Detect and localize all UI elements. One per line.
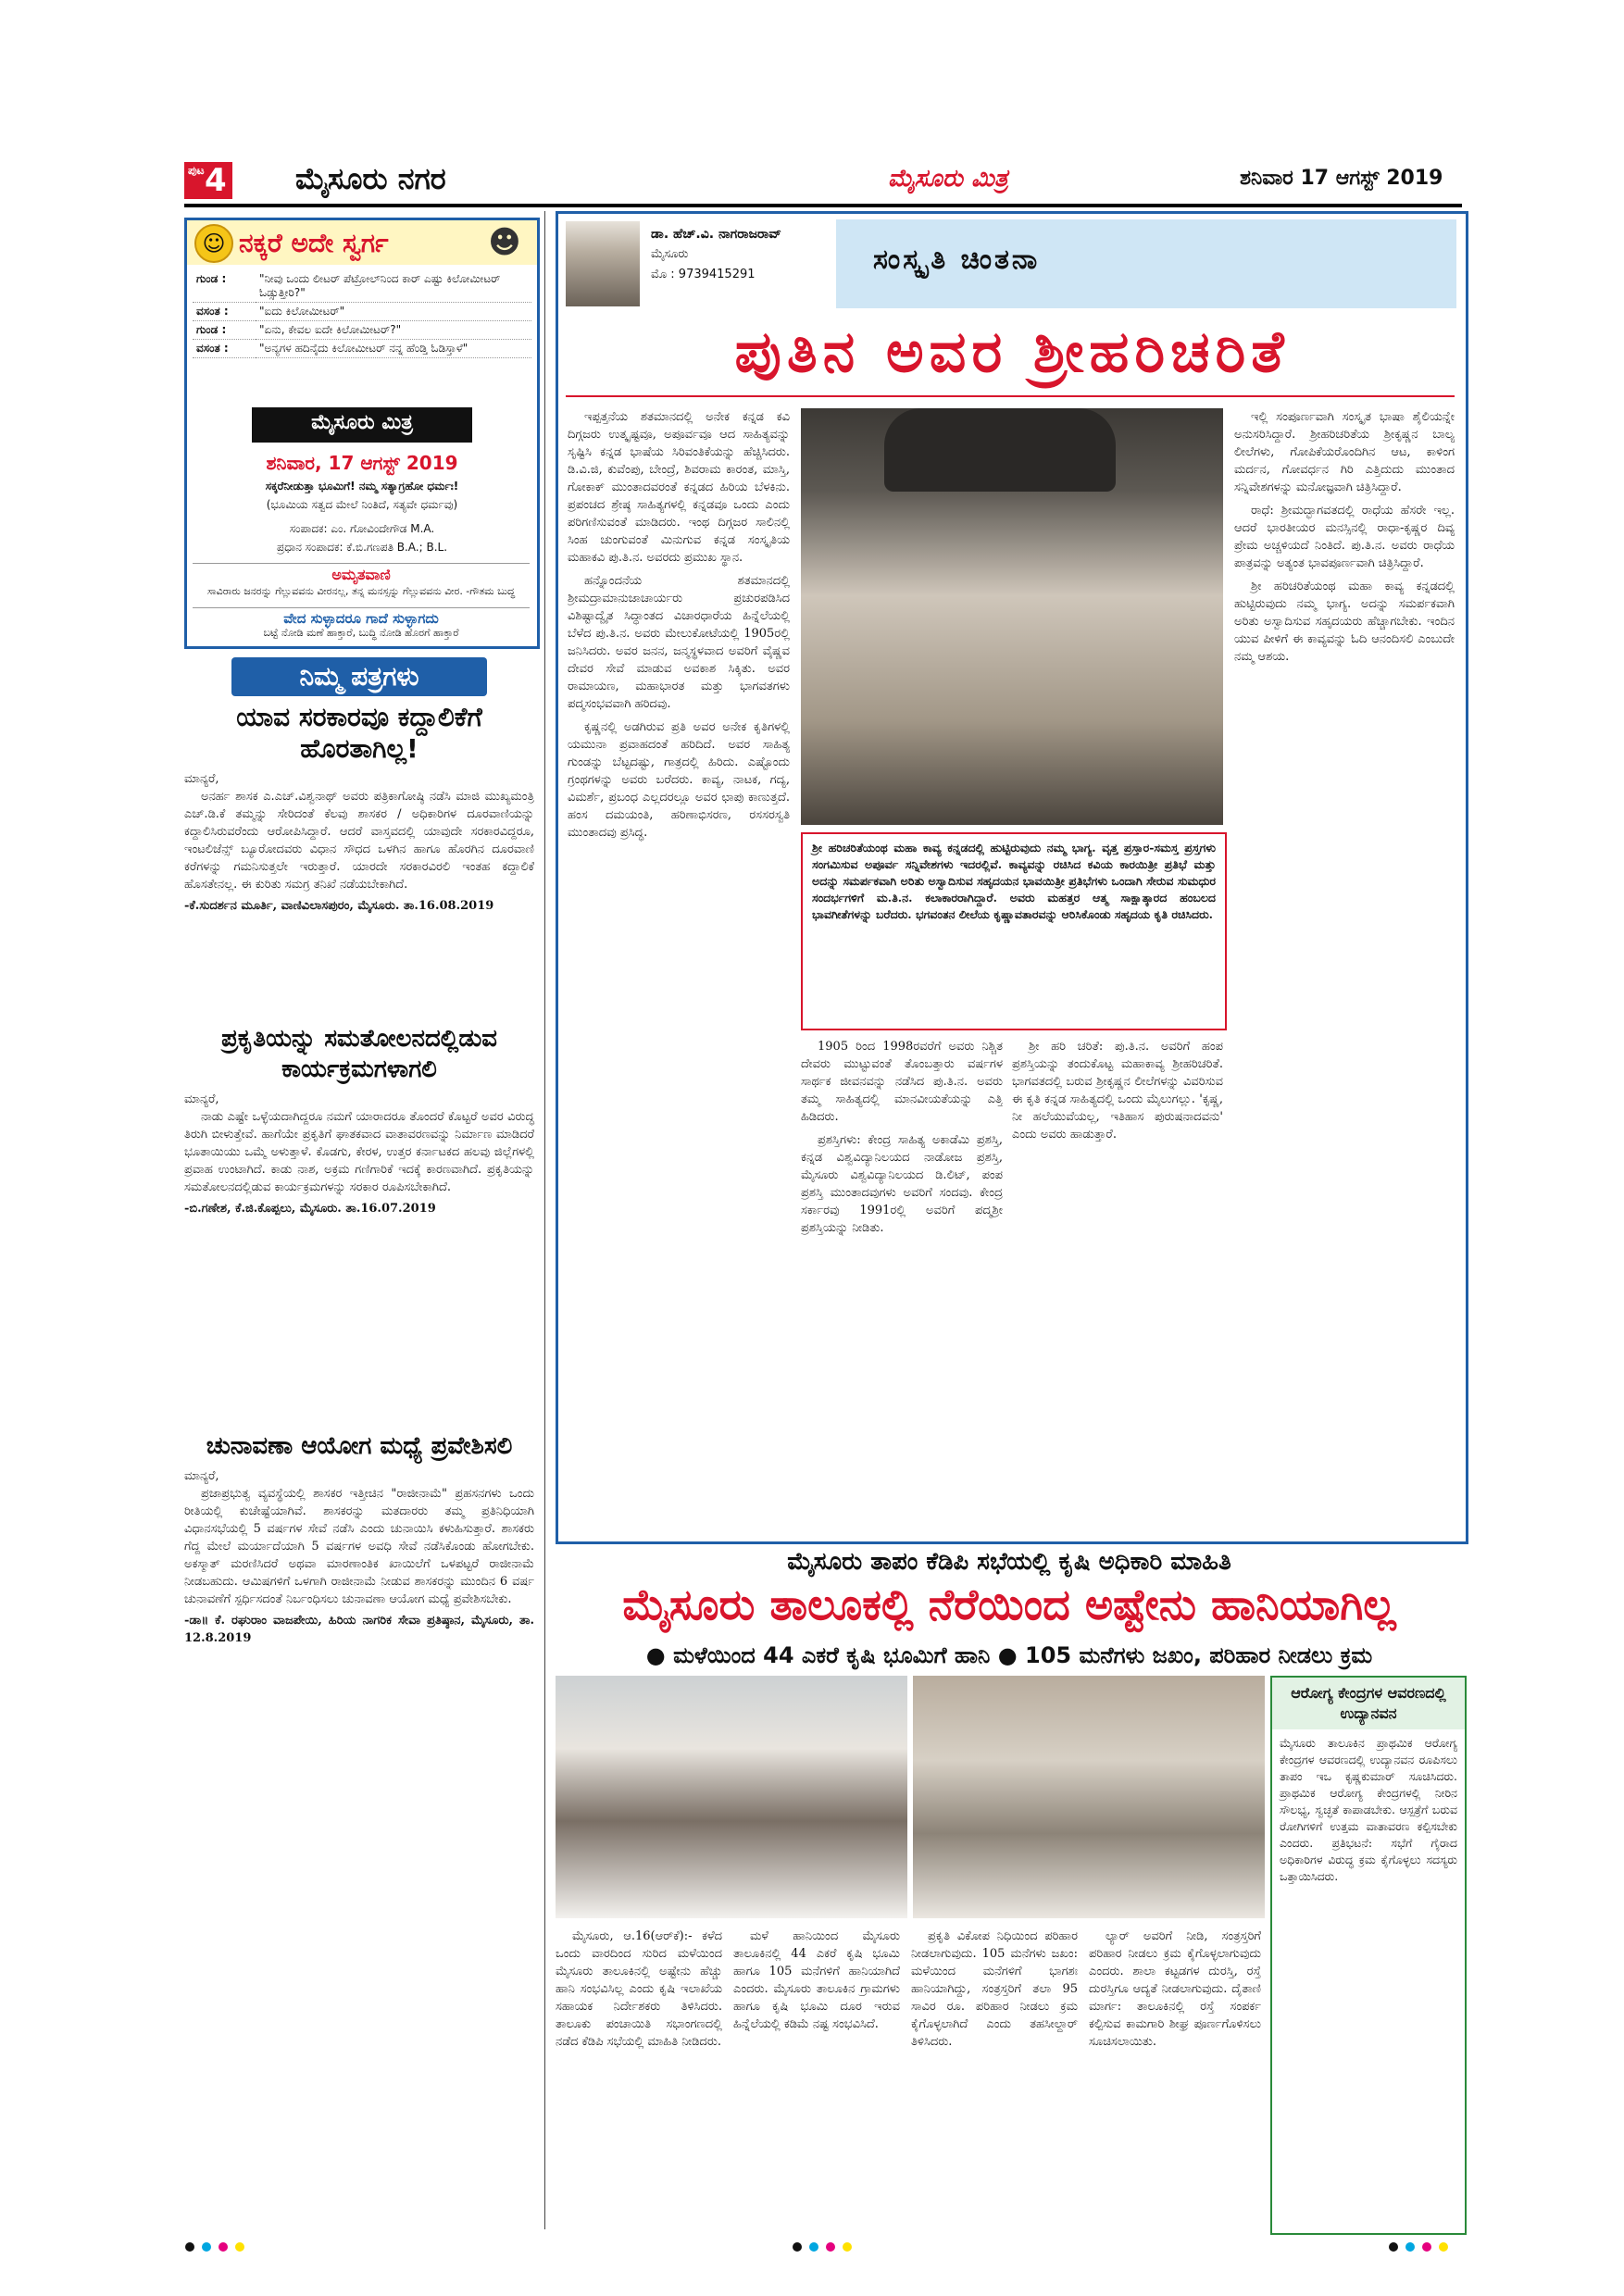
column-title: ಸಂಸ್ಕೃತಿ ಚಿಂತನಾ [873, 243, 1041, 276]
joke-box [184, 218, 540, 649]
feature-paragraph: ರಾಧೆ: ಶ್ರೀಮದ್ಭಾಗವತದಲ್ಲಿ ರಾಧೆಯ ಹೆಸರೇ ಇಲ್ಲ. ಆದರೆ ಭಾರತೀಯರ ಮನಸ್ಸಿನಲ್ಲಿ ರಾಧಾ-ಕೃಷ್ಣರ ದಿವ್ಯ ಪ್ರೇಮ ಅಚ್ಚಳಿಯದೆ ನಿಂತಿದೆ. ಪು.ತಿ.ನ. ಅವರು ರಾಧೆಯ ಪಾತ್ರವನ್ನು ಅತ್ಯಂತ ಭಾವಪೂರ್ಣವಾಗಿ ಚಿತ್ರಿಸಿದ್ದಾರೆ. [1234, 504, 1455, 570]
author-city: ಮೈಸೂರು [651, 247, 689, 261]
letter-body: ಅನರ್ಹ ಶಾಸಕ ಎ.ಎಚ್.ವಿಶ್ವನಾಥ್ ಅವರು ಪತ್ರಿಕಾಗೋಷ್ಠಿ ನಡೆಸಿ ಮಾಜಿ ಮುಖ್ಯಮಂತ್ರಿ ಎಚ್.ಡಿ.ಕೆ ತಮ್ಮನ್ನು ಸೇರಿದಂತೆ ಕೆಲವು ಶಾಸಕರ / ಅಧಿಕಾರಿಗಳ ದೂರವಾಣಿಯನ್ನು ಕದ್ದಾಲಿಸಿರುವರೆಂದು ಆರೋಪಿಸಿದ್ದಾರೆ. ಆದರೆ ವಾಸ್ತವದಲ್ಲಿ ಯಾವುದೇ ಸರಕಾರವಿದ್ದರೂ, ಇಂಟಲಿಜೆನ್ಸ್ ಬ್ಯೂರೋದವರು ವಿಧಾನ ಸೌಧದ ಒಳಗಿನ ಹಾಗೂ ಹೊರಗಿನ ದೂರವಾಣಿ ಕರೆಗಳನ್ನು ಗಮನಿಸುತ್ತಲೇ ಇರುತ್ತಾರೆ. ಯಾರದೇ ಸರಕಾರವಿರಲಿ ಇಂತಹ ಕದ್ದಾಲಿಕೆ ಹೊಸತೇನಲ್ಲ. ಈ ಕುರಿತು ಸಮಗ್ರ ತನಿಖೆ ನಡೆಯಬೇಕಾಗಿದೆ. [184, 790, 534, 892]
author-photo [566, 221, 640, 306]
joke-dialogue [193, 270, 531, 358]
story-paragraph: ಮೈಸೂರು, ಆ.16(ಆರ್‌ಕೆ):- ಕಳೆದ ಒಂದು ವಾರದಿಂದ ಸುರಿದ ಮಳೆಯಿಂದ ಮೈಸೂರು ತಾಲೂಕಿನಲ್ಲಿ ಅಷ್ಟೇನು ಹೆಚ್ಚು ಹಾನಿ ಸಂಭವಿಸಿಲ್ಲ ಎಂದು ಕೃಷಿ ಇಲಾಖೆಯ ಸಹಾಯಕ ನಿರ್ದೇಶಕರು ತಿಳಿಸಿದರು. ತಾಲೂಕು ಪಂಚಾಯಿತಿ ಸಭಾಂಗಣದಲ್ಲಿ ನಡೆದ ಕೆಡಿಪಿ ಸಭೆಯಲ್ಲಿ ಮಾಹಿತಿ ನೀಡಿದರು. [556, 1929, 722, 2049]
cartoon-icon: ☻ [488, 224, 521, 261]
story-col-1 [556, 1928, 722, 2224]
letter-headline: ಯಾವ ಸರಕಾರವೂ ಕದ್ದಾಲಿಕೆಗೆ ಹೊರತಾಗಿಲ್ಲ! [236, 702, 482, 764]
motto-line: ಸಕ್ಕರೆನೀಡುತ್ತಾ ಭೂಮಿಗೆ! ನಮ್ಮ ಸತ್ಯಾಗ್ರಹೋ ಧರ್ಮಃ! [265, 480, 459, 493]
feature-paragraph: ಇಪ್ಪತ್ತನೆಯ ಶತಮಾನದಲ್ಲಿ ಅನೇಕ ಕನ್ನಡ ಕವಿ ದಿಗ್ಗಜರು ಉತ್ಕೃಷ್ಟವೂ, ಅಪೂರ್ವವೂ ಆದ ಸಾಹಿತ್ಯವನ್ನು ಸೃಷ್ಟಿಸಿ ಕನ್ನಡ ಭಾಷೆಯ ಸಿರಿವಂತಿಕೆಯನ್ನು ಹೆಚ್ಚಿಸಿದರು. ಡಿ.ವಿ.ಜಿ, ಕುವೆಂಪು, ಬೇಂದ್ರೆ, ಶಿವರಾಮ ಕಾರಂತ, ಮಾಸ್ತಿ, ಗೋಕಾಕ್ ಮುಂತಾದವರಂತೆ ಕನ್ನಡದ ಹಿರಿಯ ಬೆಳಕಿನು. ಪ್ರಪಂಚದ ಶ್ರೇಷ್ಠ ಸಾಹಿತ್ಯಗಳಲ್ಲಿ ಕನ್ನಡವೂ ಒಂದು ಎಂದು ಪರಿಗಣಿಸುವಂತೆ ಮಾಡಿದರು. ಇಂಥ ದಿಗ್ಗಜರ ಸಾಲಿನಲ್ಲಿ ಸಿಂಹ ಚುಂಗುವಂತೆ ಮಿನುಗುವ ಕನ್ನಡ ಸಂಸ್ಕೃತಿಯ ಮಹಾಕವಿ ಪು.ತಿ.ನ. ಅವರದು ಪ್ರಮುಖ ಸ್ಥಾನ. [568, 410, 790, 565]
feature-paragraph: ಶ್ರೀ ಹರಿಚರಿತೆಯಂಥ ಮಹಾ ಕಾವ್ಯ ಕನ್ನಡದಲ್ಲಿ ಹುಟ್ಟಿರುವುದು ನಮ್ಮ ಭಾಗ್ಯ. ಅದನ್ನು ಸಮರ್ಪಕವಾಗಿ ಅರಿತು ಅಸ್ವಾದಿಸುವ ಸಹೃದಯರು ಹೆಚ್ಚಾಗಬೇಕು. ಇಂದಿನ ಯುವ ಪೀಳಿಗೆ ಈ ಕಾವ್ಯವನ್ನು ಓದಿ ಆನಂದಿಸಲಿ ಎಂಬುದೇ ನಮ್ಮ ಆಶಯ. [1234, 580, 1455, 664]
column-title-box [836, 219, 1456, 308]
letters-banner-title: ನಿಮ್ಮ ಪತ್ರಗಳು [299, 661, 419, 692]
veda-text: ಬಟ್ಟೆ ನೋಡಿ ಮಣೆ ಹಾಕ್ತಾರೆ, ಬುದ್ಧಿ ನೋಡಿ ಹೊರಗೆ ಹಾಕ್ತಾರೆ [263, 627, 459, 639]
section-title: ಮೈಸೂರು ನಗರ [295, 161, 446, 196]
author-name: ಡಾ. ಹೆಚ್.ವಿ. ನಾಗರಾಜರಾವ್ [651, 227, 781, 242]
feature-paragraph: 1905 ರಿಂದ 1998ರವರೆಗೆ ಅವರು ನಿಶ್ಚಿತ ದೇವರು ಮುಟ್ಟುವಂತೆ ತೊಂಬತ್ತಾರು ವರ್ಷಗಳ ಸಾರ್ಥಕ ಜೀವನವನ್ನು ನಡೆಸಿದ ಪು.ತಿ.ನ. ಅವರು ತಮ್ಮ ಸಾಹಿತ್ಯದಲ್ಲಿ ಮಾನವೀಯತೆಯನ್ನು ಎತ್ತಿ ಹಿಡಿದರು. [801, 1040, 1003, 1124]
laugh-emoji-icon: ☺ [194, 224, 233, 263]
portrait-cap [884, 408, 1116, 492]
registration-dot [219, 2242, 228, 2252]
letter-3 [184, 1431, 534, 2227]
letter-salutation: ಮಾನ್ಯರೆ, [184, 1092, 219, 1106]
motto-subline: (ಭೂಮಿಯ ಸತ್ವದ ಮೇಲೆ ನಿಂತಿದೆ, ಸತ್ಯವೇ ಧರ್ಮವು) [266, 498, 458, 511]
feature-paragraph: ಪ್ರಶಸ್ತಿಗಳು: ಕೇಂದ್ರ ಸಾಹಿತ್ಯ ಅಕಾಡೆಮಿ ಪ್ರಶಸ್ತಿ, ಕನ್ನಡ ವಿಶ್ವವಿದ್ಯಾನಿಲಯದ ನಾಡೋಜ ಪ್ರಶಸ್ತಿ, ಮೈಸೂರು ವಿಶ್ವವಿದ್ಯಾನಿಲಯದ ಡಿ.ಲಿಟ್, ಪಂಪ ಪ್ರಶಸ್ತಿ ಮುಂತಾದವುಗಳು ಅವರಿಗೆ ಸಂದವು. ಕೇಂದ್ರ ಸರ್ಕಾರವು 1991ರಲ್ಲಿ ಅವರಿಗೆ ಪದ್ಮಶ್ರೀ ಪ್ರಶಸ್ತಿಯನ್ನು ನೀಡಿತು. [801, 1133, 1003, 1235]
story-paragraph: ಲ್ಯಾರ್ ಅವರಿಗೆ ನೀಡಿ, ಸಂತ್ರಸ್ತರಿಗೆ ಪರಿಹಾರ ನೀಡಲು ಕ್ರಮ ಕೈಗೊಳ್ಳಲಾಗುವುದು ಎಂದರು. ಶಾಲಾ ಕಟ್ಟಡಗಳ ದುರಸ್ತಿ, ರಸ್ತೆ ದುರಸ್ತಿಗೂ ಆದ್ಯತೆ ನೀಡಲಾಗುವುದು. ದೈತಾಣಿ ಮಾರ್ಗ: ತಾಲೂಕಿನಲ್ಲಿ ರಸ್ತೆ ಸಂಪರ್ಕ ಕಲ್ಪಿಸುವ ಕಾಮಗಾರಿ ಶೀಘ್ರ ಪೂರ್ಣಗೊಳಿಸಲು ಸೂಚಿಸಲಾಯಿತು. [1089, 1929, 1261, 2049]
paper-logo: ಮೈಸೂರು ಮಿತ್ರ [311, 411, 413, 434]
feature-col-3 [1012, 1038, 1223, 1529]
side-box-text: ಮೈಸೂರು ತಾಲೂಕಿನ ಪ್ರಾಥಮಿಕ ಆರೋಗ್ಯ ಕೇಂದ್ರಗಳ ಆವರಣದಲ್ಲಿ ಉದ್ಯಾನವನ ರೂಪಿಸಲು ತಾಪಂ ಇಒ ಕೃಷ್ಣಕುಮಾರ್ ಸೂಚಿಸಿದರು. ಪ್ರಾಥಮಿಕ ಆರೋಗ್ಯ ಕೇಂದ್ರಗಳಲ್ಲಿ ನೀರಿನ ಸೌಲಭ್ಯ, ಸ್ವಚ್ಛತೆ ಕಾಪಾಡಬೇಕು. ಆಸ್ಪತ್ರೆಗೆ ಬರುವ ರೋಗಿಗಳಿಗೆ ಉತ್ತಮ ವಾತಾವರಣ ಕಲ್ಪಿಸಬೇಕು ಎಂದರು. ಪ್ರತಿಭಟನೆ: ಸಭೆಗೆ ಗೈರಾದ ಅಧಿಕಾರಿಗಳ ವಿರುದ್ಧ ಕ್ರಮ ಕೈಗೊಳ್ಳಲು ಸದಸ್ಯರು ಒತ್ತಾಯಿಸಿದರು. [1280, 1736, 1457, 1883]
registration-dot [826, 2242, 835, 2252]
registration-dot [1389, 2242, 1398, 2252]
feature-col-4 [1234, 408, 1455, 1529]
date-line: ಶನಿವಾರ, 17 ಆಗಸ್ಟ್ 2019 [266, 452, 458, 474]
meeting-photo-1 [556, 1676, 907, 1918]
joke-row [193, 321, 531, 340]
page-label-box [184, 162, 232, 199]
registration-dot [1405, 2242, 1415, 2252]
joke-line: "ಏನು, ಕೇವಲ ಐದೇ ಕಿಲೋಮೀಟರ್?" [256, 321, 531, 340]
registration-dot [809, 2242, 818, 2252]
feature-headline: ಪುತಿನ ಅವರ ಶ್ರೀಹರಿಚರಿತೆ [734, 318, 1290, 385]
amrutavani-text: ಸಾವಿರಾರು ಜನರನ್ನು ಗೆಲ್ಲುವವನು ವೀರನಲ್ಲ, ತನ್ನ ಮನಸ್ಸನ್ನು ಗೆಲ್ಲುವವನು ವೀರ. -ಗೌತಮ ಬುದ್ಧ [206, 585, 516, 597]
culture-feature [556, 211, 1468, 1544]
letter-body: ನಾಡು ಎಷ್ಟೇ ಒಳ್ಳೆಯದಾಗಿದ್ದರೂ ನಮಗೆ ಯಾರಾದರೂ ತೊಂದರೆ ಕೊಟ್ಟರೆ ಅವರ ವಿರುದ್ಧ ತಿರುಗಿ ಬೀಳುತ್ತೇವೆ. ಹಾಗೆಯೇ ಪ್ರಕೃತಿಗೆ ಘಾತಕವಾದ ವಾತಾವರಣವನ್ನು ನಿರ್ಮಾಣ ಮಾಡಿದರೆ ಭೂತಾಯಿಯು ಒಮ್ಮೆ ಅಳುತ್ತಾಳೆ. ಕೊಡಗು, ಕೇರಳ, ಉತ್ತರ ಕರ್ನಾಟಕದ ಹಲವು ಜಿಲ್ಲೆಗಳಲ್ಲಿ ಪ್ರವಾಹ ಉಂಟಾಗಿದೆ. ಕಾಡು ನಾಶ, ಅಕ್ರಮ ಗಣಿಗಾರಿಕೆ ಇದಕ್ಕೆ ಕಾರಣವಾಗಿದೆ. ಪ್ರಕೃತಿಯನ್ನು ಸಮತೋಲನದಲ್ಲಿಡುವ ಕಾರ್ಯಕ್ರಮಗಳನ್ನು ಸರಕಾರ ರೂಪಿಸಬೇಕಾಗಿದೆ. [184, 1110, 534, 1194]
letter-headline: ಚುನಾವಣಾ ಆಯೋಗ ಮಧ್ಯೆ ಪ್ರವೇಶಿಸಲಿ [206, 1432, 513, 1460]
joke-speaker: ಗುಂಡ : [193, 321, 256, 340]
story-col-2 [733, 1928, 900, 2224]
page-date: ಶನಿವಾರ 17 ಆಗಸ್ಟ್ 2019 [1240, 167, 1443, 190]
veda-title: ವೇದ ಸುಳ್ಳಾದರೂ ಗಾದೆ ಸುಳ್ಳಾಗದು [283, 610, 439, 627]
joke-row [193, 303, 531, 321]
author-phone: ಮೊ : 9739415291 [651, 268, 756, 281]
joke-line: "ಐದು ಕಿಲೋಮೀಟರ್" [256, 303, 531, 321]
paper-name: ಮೈಸೂರು ಮಿತ್ರ [888, 165, 1008, 193]
story-col-3 [911, 1928, 1078, 2224]
joke-title: ನಕ್ಕರೆ ಅದೇ ಸ್ವರ್ಗ [239, 228, 389, 258]
joke-speaker: ವಸಂತ : [193, 340, 256, 358]
registration-dot [1422, 2242, 1431, 2252]
letter-body: ಪ್ರಜಾಪ್ರಭುತ್ವ ವ್ಯವಸ್ಥೆಯಲ್ಲಿ ಶಾಸಕರ ಇತ್ತೀಚಿನ "ರಾಜೀನಾಮೆ" ಪ್ರಹಸನಗಳು ಒಂದು ರೀತಿಯಲ್ಲಿ ಕುಚೇಷ್ಟೆಯಾಗಿವೆ. ಶಾಸಕರನ್ನು ಮತದಾರರು ತಮ್ಮ ಪ್ರತಿನಿಧಿಯಾಗಿ ವಿಧಾನಸಭೆಯಲ್ಲಿ 5 ವರ್ಷಗಳ ಸೇವೆ ನಡೆಸಿ ಎಂದು ಚುನಾಯಿಸಿ ಕಳುಹಿಸುತ್ತಾರೆ. ಶಾಸಕರು ಗೆದ್ದ ಮೇಲೆ ಮರ್ಯಾದೆಯಾಗಿ 5 ವರ್ಷಗಳ ಅವಧಿ ಸೇವೆ ನಡೆಸಿಕೊಂಡು ಹೋಗಬೇಕು. ಅಕಸ್ಮಾತ್ ಮರಣಿಸಿದರೆ ಅಥವಾ ಮಾರಣಾಂತಿಕ ಖಾಯಿಲೆಗೆ ಒಳಪಟ್ಟರೆ ರಾಜೀನಾಮೆ ನೀಡಬಹುದು. ಆಮಿಷಗಳಿಗೆ ಒಳಗಾಗಿ ರಾಜೀನಾಮೆ ನೀಡುವ ಶಾಸಕರನ್ನು ಮುಂದಿನ 6 ವರ್ಷ ಚುನಾವಣೆಗೆ ಸ್ಪರ್ಧಿಸದಂತೆ ನಿರ್ಬಂಧಿಸಲು ಚುನಾವಣಾ ಆಯೋಗ ಮಧ್ಯೆ ಪ್ರವೇಶಿಸಬೇಕು. [184, 1487, 534, 1606]
amrutavani-title: ಅಮೃತವಾಣಿ [331, 566, 391, 583]
joke-speaker: ಗುಂಡ : [193, 270, 256, 303]
registration-dot [793, 2242, 802, 2252]
side-box-title: ಆರೋಗ್ಯ ಕೇಂದ್ರಗಳ ಆವರಣದಲ್ಲಿ ಉದ್ಯಾನವನ [1272, 1678, 1465, 1729]
joke-speaker: ವಸಂತ : [193, 303, 256, 321]
registration-dot [843, 2242, 852, 2252]
registration-dot [202, 2242, 211, 2252]
portrait-photo [801, 408, 1223, 825]
story-col-4 [1089, 1928, 1261, 2224]
letter-2 [184, 1024, 534, 1422]
amrutavani-box [193, 563, 530, 608]
headline-rule [566, 395, 1455, 397]
left-column-rule [544, 211, 545, 2229]
story-paragraph: ಮಳೆ ಹಾನಿಯಿಂದ ಮೈಸೂರು ತಾಲೂಕಿನಲ್ಲಿ 44 ಎಕರೆ ಕೃಷಿ ಭೂಮಿ ಹಾಗೂ 105 ಮನೆಗಳಿಗೆ ಹಾನಿಯಾಗಿದೆ ಎಂದರು. ಮೈಸೂರು ತಾಲೂಕಿನ ಗ್ರಾಮಗಳು ಹಾಗೂ ಕೃಷಿ ಭೂಮಿ ದೂರ ಇರುವ ಹಿನ್ನೆಲೆಯಲ್ಲಿ ಕಡಿಮೆ ನಷ್ಟ ಸಂಭವಿಸಿದೆ. [733, 1929, 900, 2031]
joke-line: "ಅನ್ಯಗಳ ಹದಿನೈದು ಕಿಲೋಮೀಟರ್ ನನ್ನ ಹೆಂಡ್ತಿ ಓಡಿಸ್ತಾಳೆ" [256, 340, 531, 358]
photo-caption-box [801, 832, 1227, 1030]
joke-row [193, 270, 531, 303]
joke-row [193, 340, 531, 358]
letters-banner [231, 657, 487, 696]
page-label: ಪುಟ [188, 164, 205, 177]
feature-col-2 [801, 1038, 1003, 1529]
editor-line: ಸಂಪಾದಕ: ಎಂ. ಗೋವಿಂದೇಗೌಡ M.A. [289, 522, 435, 535]
meeting-photo-2 [913, 1676, 1265, 1918]
story-headline: ಮೈಸೂರು ತಾಲೂಕಲ್ಲಿ ನೆರೆಯಿಂದ ಅಷ್ಟೇನು ಹಾನಿಯಾಗಿಲ್ಲ [622, 1579, 1396, 1629]
letter-salutation: ಮಾನ್ಯರೆ, [184, 772, 219, 786]
feature-paragraph: ಕೃಷ್ಣನಲ್ಲಿ ಅಡಗಿರುವ ಪ್ರತಿ ಅವರ ಅನೇಕ ಕೃತಿಗಳಲ್ಲಿ ಯಮುನಾ ಪ್ರವಾಹದಂತೆ ಹರಿದಿದೆ. ಅವರ ಸಾಹಿತ್ಯ ಗುಂಡನ್ನು ಬೆಟ್ಟದಷ್ಟು, ಗಾತ್ರದಲ್ಲಿ ಹಿರಿದು. ಎಷ್ಟೊಂದು ಗ್ರಂಥಗಳನ್ನು ಅವರು ಬರೆದರು. ಕಾವ್ಯ, ನಾಟಕ, ಗದ್ಯ, ವಿಮರ್ಶೆ, ಪ್ರಬಂಧ ಎಲ್ಲದರಲ್ಲೂ ಅವರ ಛಾಪು ಕಾಣುತ್ತದೆ. ಹಂಸ ದಮಯಂತಿ, ಹರಿಣಾಭಿಸರಣ, ರಸಸರಸ್ವತಿ ಮುಂತಾದವು ಪ್ರಸಿದ್ಧ. [568, 720, 790, 840]
letter-signature: -ಕೆ.ಸುದರ್ಶನ ಮೂರ್ತಿ, ವಾಣಿವಿಲಾಸಪುರಂ, ಮೈಸೂರು. ತಾ.16.08.2019 [184, 899, 494, 913]
feature-paragraph: ಶ್ರೀ ಹರಿ ಚರಿತೆ: ಪು.ತಿ.ನ. ಅವರಿಗೆ ಹಂಪ ಪ್ರಶಸ್ತಿಯನ್ನು ತಂದುಕೊಟ್ಟ ಮಹಾಕಾವ್ಯ ಶ್ರೀಹರಿಚರಿತೆ. ಭಾಗವತದಲ್ಲಿ ಬರುವ ಶ್ರೀಕೃಷ್ಣನ ಲೀಲೆಗಳನ್ನು ವಿವರಿಸುವ ಈ ಕೃತಿ ಕನ್ನಡ ಸಾಹಿತ್ಯದಲ್ಲಿ ಒಂದು ಮೈಲುಗಲ್ಲು. 'ಕೃಷ್ಣ, ನೀ ಹಲೆಯುವೆಯಲ್ಲ, ಇತಿಹಾಸ ಪುರುಷನಾದವನು' ಎಂದು ಅವರು ಹಾಡುತ್ತಾರೆ. [1012, 1040, 1223, 1142]
letter-headline: ಪ್ರಕೃತಿಯನ್ನು ಸಮತೋಲನದಲ್ಲಿಡುವ ಕಾರ್ಯಕ್ರಮಗಳಾಗಲಿ [221, 1025, 497, 1083]
masthead-rule [184, 204, 1462, 207]
veda-box [193, 607, 530, 645]
page-number: 4 [205, 162, 227, 199]
joke-title-bar [187, 220, 537, 265]
story-subhead: ● ಮಳೆಯಿಂದ 44 ಎಕರೆ ಕೃಷಿ ಭೂಮಿಗೆ ಹಾನಿ ● 105 ಮನೆಗಳು ಜಖಂ, ಪರಿಹಾರ ನೀಡಲು ಕ್ರಮ [645, 1642, 1373, 1668]
story-paragraph: ಪ್ರಕೃತಿ ವಿಕೋಪ ನಿಧಿಯಿಂದ ಪರಿಹಾರ ನೀಡಲಾಗುವುದು. 105 ಮನೆಗಳು ಜಖಂ: ಮಳೆಯಿಂದ ಮನೆಗಳಿಗೆ ಭಾಗಶಃ ಹಾನಿಯಾಗಿದ್ದು, ಸಂತ್ರಸ್ತರಿಗೆ ತಲಾ 95 ಸಾವಿರ ರೂ. ಪರಿಹಾರ ನೀಡಲು ಕ್ರಮ ಕೈಗೊಳ್ಳಲಾಗಿದೆ ಎಂದು ತಹಸೀಲ್ದಾರ್ ತಿಳಿಸಿದರು. [911, 1929, 1078, 2049]
joke-line: "ನೀವು ಒಂದು ಲೀಟರ್ ಪೆಟ್ರೋಲ್‌ನಿಂದ ಕಾರ್ ಎಷ್ಟು ಕಿಲೋಮೀಟರ್ ಓಡ್ಸುತ್ತೀರಿ?" [256, 270, 531, 303]
paper-logo-box [252, 407, 472, 443]
side-box [1270, 1676, 1467, 2235]
publisher-line: ಪ್ರಧಾನ ಸಂಪಾದಕ: ಕೆ.ಬಿ.ಗಣಪತಿ B.A.; B.L. [276, 541, 448, 554]
registration-dot [185, 2242, 194, 2252]
photo-caption: ಶ್ರೀ ಹರಿಚರಿತೆಯಂಥ ಮಹಾ ಕಾವ್ಯ ಕನ್ನಡದಲ್ಲಿ ಹುಟ್ಟಿರುವುದು ನಮ್ಮ ಭಾಗ್ಯ. ವೃತ್ತ ಪ್ರಸ್ತಾರ-ಸಮಸ್ತ ಪ್ರಸ್ತಗಳು ಸಂಗಮಿಸುವ ಅಪೂರ್ವ ಸನ್ನಿವೇಶಗಳು ಇದರಲ್ಲಿವೆ. ಕಾವ್ಯವನ್ನು ರಚಿಸಿದ ಕವಿಯ ಕಾರಯಿತ್ರೀ ಪ್ರತಿಭೆ ಮತ್ತು ಅದನ್ನು ಸಮರ್ಪಕವಾಗಿ ಅರಿತು ಅಸ್ವಾದಿಸುವ ಸಹೃದಯನ ಭಾವಯಿತ್ರೀ ಪ್ರತಿಭೆಗಳು ಒಂದಾಗಿ ಸೇರುವ ಸುಮಧುರ ಸಂದರ್ಭಗಳಿಗೆ ಮ.ತಿ.ನ. ಕಲಾಕಾರರಾಗಿದ್ದಾರೆ. ಅವರು ಮಹತ್ತರ ಆತ್ಮ ಸಾಕ್ಷಾತ್ಕಾರದ ಹಂಬಲದ ಭಾವಗೀತೆಗಳನ್ನು ಬರೆದರು. ಭಗವಂತನ ಲೀಲೆಯ ಕೃಷ್ಣಾವತಾರವನ್ನು ಆರಿಸಿಕೊಂಡು ಸಹೃದಯ ಕೃತಿ ರಚಿಸಿದರು. [812, 841, 1216, 921]
feature-paragraph: ಇಲ್ಲಿ ಸಂಪೂರ್ಣವಾಗಿ ಸಂಸ್ಕೃತ ಭಾಷಾ ಶೈಲಿಯನ್ನೇ ಅನುಸರಿಸಿದ್ದಾರೆ. ಶ್ರೀಹರಿಚರಿತೆಯ ಶ್ರೀಕೃಷ್ಣನ ಬಾಲ್ಯ ಲೀಲೆಗಳು, ಗೋಪಿಕೆಯರೊಂದಿಗಿನ ಆಟ, ಕಾಳಿಂಗ ಮರ್ದನ, ಗೋವರ್ಧನ ಗಿರಿ ಎತ್ತಿದುದು ಮುಂತಾದ ಸನ್ನಿವೇಶಗಳನ್ನು ಮನೋಜ್ಞವಾಗಿ ಚಿತ್ರಿಸಿದ್ದಾರೆ. [1234, 410, 1455, 494]
letter-salutation: ಮಾನ್ಯರೆ, [184, 1469, 219, 1483]
letter-signature: -ಡಾ॥ ಕೆ. ರಘುರಾಂ ವಾಜಪೇಯಿ, ಹಿರಿಯ ನಾಗರಿಕ ಸೇವಾ ಪ್ರತಿಷ್ಠಾನ, ಮೈಸೂರು, ತಾ. 12.8.2019 [184, 1614, 534, 1645]
letter-signature: -ಬಿ.ಗಣೇಶ, ಕೆ.ಜಿ.ಕೊಪ್ಪಲು, ಮೈಸೂರು. ತಾ.16.07.2019 [184, 1202, 436, 1216]
registration-dot [235, 2242, 244, 2252]
masthead [184, 157, 1462, 204]
story-kicker: ಮೈಸೂರು ತಾಪಂ ಕೆಡಿಪಿ ಸಭೆಯಲ್ಲಿ ಕೃಷಿ ಅಧಿಕಾರಿ ಮಾಹಿತಿ [787, 1548, 1231, 1576]
feature-paragraph: ಹನ್ನೊಂದನೆಯ ಶತಮಾನದಲ್ಲಿ ಶ್ರೀಮದ್ರಾಮಾನುಜಾಚಾರ್ಯರು ಪ್ರಚುರಪಡಿಸಿದ ವಿಶಿಷ್ಟಾದ್ವೈತ ಸಿದ್ಧಾಂತದ ವಿಚಾರಧಾರೆಯ ಹಿನ್ನೆಲೆಯಲ್ಲಿ ಬೆಳೆದ ಪು.ತಿ.ನ. ಅವರು ಮೇಲುಕೋಟೆಯಲ್ಲಿ 1905ರಲ್ಲಿ ಜನಿಸಿದರು. ಅವರ ಜನನ, ಜನ್ಮಸ್ಥಳವಾದ ಅವರಿಗೆ ವೈಷ್ಣವ ದೇವರ ಸೇವೆ ಮಾಡುವ ಅವಕಾಶ ಸಿಕ್ಕಿತು. ಅವರ ರಾಮಾಯಣ, ಮಹಾಭಾರತ ಮತ್ತು ಭಾಗವತಗಳು ಪದ್ಮಸಂಭವವಾಗಿ ಹರಿದವು. [568, 574, 790, 711]
feature-col-1 [568, 408, 790, 1529]
registration-dot [1439, 2242, 1448, 2252]
